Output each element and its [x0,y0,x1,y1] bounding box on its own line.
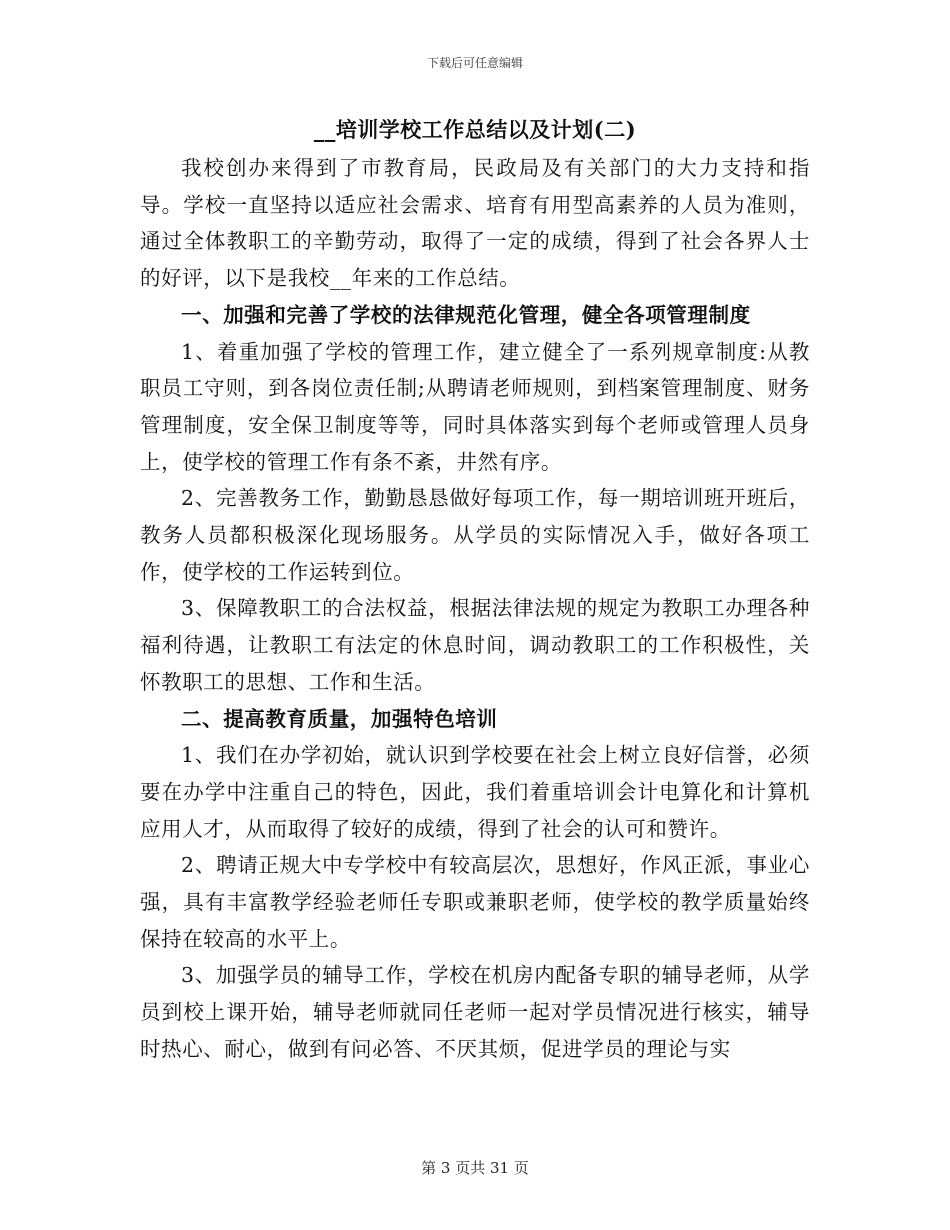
section-2-item-1: 1、我们在办学初始，就认识到学校要在社会上树立良好信誉，必须要在办学中注重自己的特色，因此，我们着重培训会计电算化和计算机应用人才，从而取得了较好的成绩，得到了社会的认可和赞许。 [140,743,810,841]
document-body [140,112,810,1068]
header-note: 下载后可任意编辑 [426,56,523,70]
section-1-item-3: 3、保障教职工的合法权益，根据法律法规的规定为教职工办理各种福利待遇，让教职工有法定的休息时间，调动教职工的工作积极性，关怀教职工的思想、工作和生活。 [140,596,810,694]
section-2-item-3: 3、加强学员的辅导工作，学校在机房内配备专职的辅导老师，从学员到校上课开始，辅导老师就同任老师一起对学员情况进行核实，辅导时热心、耐心，做到有问必答、不厌其烦，促进学员的理论与实 [140,963,810,1061]
document-title: __培训学校工作总结以及计划(二) [313,117,637,142]
section-1-item-1: 1、着重加强了学校的管理工作，建立健全了一系列规章制度:从教职员工守则，到各岗位责任制;从聘请老师规则，到档案管理制度、财务管理制度，安全保卫制度等等，同时具体落实到每个老师或管理人员身上，使学校的管理工作有条不紊，井然有序。 [140,339,810,474]
page-number-footer: 第 3 页共 31 页 [421,1159,529,1177]
intro-paragraph: 我校创办来得到了市教育局，民政局及有关部门的大力支持和指导。学校一直坚持以适应社会需求、培育有用型高素养的人员为准则，通过全体教职工的辛勤劳动，取得了一定的成绩，得到了社会各界人士的好评，以下是我校__年来的工作总结。 [140,156,810,291]
section-1-item-2: 2、完善教务工作，勤勤恳恳做好每项工作，每一期培训班开班后，教务人员都积极深化现场服务。从学员的实际情况入手，做好各项工作，使学校的工作运转到位。 [140,486,810,584]
section-2-item-2: 2、聘请正规大中专学校中有较高层次，思想好，作风正派，事业心强，具有丰富教学经验老师任专职或兼职老师，使学校的教学质量始终保持在较高的水平上。 [140,853,810,951]
section-heading-2: 二、提高教育质量，加强特色培训 [181,706,498,731]
section-heading-1: 一、加强和完善了学校的法律规范化管理，健全各项管理制度 [181,302,751,327]
